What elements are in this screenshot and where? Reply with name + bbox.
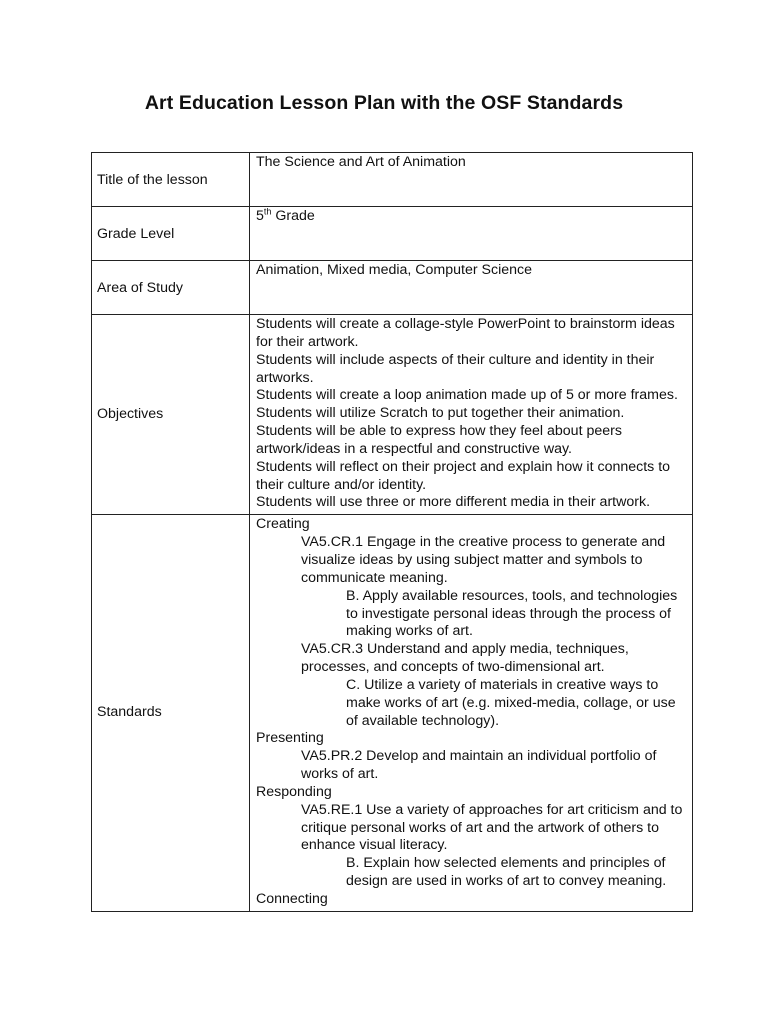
- table-row-objectives: [92, 315, 693, 515]
- objective-item: Students will create a loop animation made up of 5 or more frames.: [256, 387, 678, 404]
- row-label-area: Area of Study: [92, 261, 250, 315]
- page-title: Art Education Lesson Plan with the OSF Standards: [144, 92, 624, 114]
- grade-ordinal-suffix: th: [263, 206, 272, 217]
- objective-item: Students will be able to express how they feel about peers artwork/ideas in a respectful and constructive way.: [256, 423, 622, 457]
- grade-level-value: [250, 207, 693, 261]
- row-label-grade: Grade Level: [92, 207, 250, 261]
- standards-heading-creating: Creating: [256, 516, 310, 533]
- standard-va5-re1-b: B. Explain how selected elements and principles of design are used in works of art to convey meaning.: [346, 855, 667, 890]
- objective-item: Students will use three or more different media in their artwork.: [256, 494, 651, 511]
- lesson-title-value: The Science and Art of Animation: [250, 153, 693, 207]
- standard-va5-cr3-c: C. Utilize a variety of materials in creative ways to make works of art (e.g. mixed-media, collage, or use of available technology).: [346, 676, 676, 729]
- standard-va5-cr1: VA5.CR.1 Engage in the creative process to generate and visualize ideas by using subject matter and symbols to communicate meaning.: [301, 534, 666, 586]
- standard-va5-cr3: VA5.CR.3 Understand and apply media, techniques, processes, and concepts of two-dimensional art.: [301, 641, 629, 676]
- standard-va5-re1: VA5.RE.1 Use a variety of approaches for art criticism and to critique personal works of art and the artwork of others to enhance visual literacy.: [301, 801, 683, 854]
- objective-item: Students will utilize Scratch to put together their animation.: [256, 405, 625, 422]
- table-row-area: [92, 261, 693, 315]
- standard-va5-pr2: VA5.PR.2 Develop and maintain an individual portfolio of works of art.: [301, 748, 657, 783]
- standards-list: [250, 515, 693, 912]
- standards-heading-responding: Responding: [256, 783, 332, 800]
- standards-heading-connecting: Connecting: [256, 891, 328, 907]
- objective-item: Students will reflect on their project and explain how it connects to their culture and/or identity.: [256, 458, 671, 493]
- table-row-title: [92, 153, 693, 207]
- standards-heading-presenting: Presenting: [256, 730, 324, 747]
- lesson-plan-table: [91, 152, 693, 912]
- area-of-study-value: Animation, Mixed media, Computer Science: [250, 261, 693, 315]
- table-row-standards: [92, 515, 693, 912]
- grade-number: 5: [256, 208, 264, 224]
- objectives-list: [250, 315, 693, 515]
- standard-va5-cr1-b: B. Apply available resources, tools, and technologies to investigate personal ideas through the process of making works of art.: [346, 587, 678, 640]
- objective-item: Students will include aspects of their culture and identity in their artworks.: [256, 351, 655, 386]
- row-label-objectives: Objectives: [92, 315, 250, 515]
- row-label-standards: Standards: [92, 515, 250, 912]
- objective-item: Students will create a collage-style PowerPoint to brainstorm ideas for their artwork.: [256, 316, 675, 350]
- table-row-grade: [92, 207, 693, 261]
- grade-word: Grade: [271, 208, 315, 224]
- row-label-title: Title of the lesson: [92, 153, 250, 207]
